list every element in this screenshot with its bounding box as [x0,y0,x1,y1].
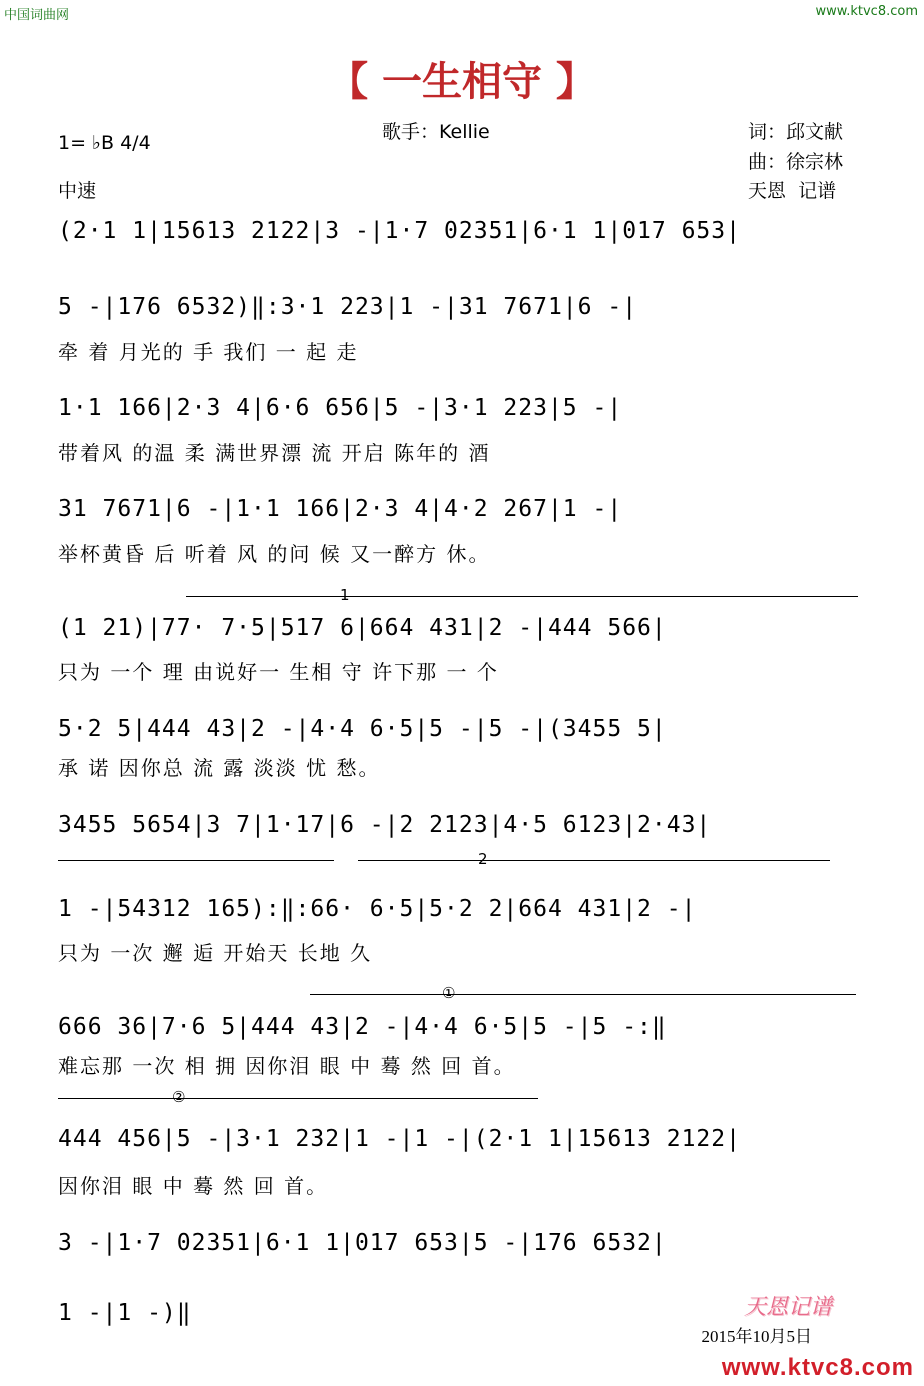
volta-label: ② [172,1088,186,1106]
score-line: 1·1 166|2·3 4|6·6 656|5 -|3·1 223|5 -| [58,395,623,421]
lyric-line: 只为 一次 邂 逅 开始天 长地 久 [58,941,373,965]
lyric-line: 承 诺 因你总 流 露 淡淡 忧 愁。 [58,756,381,780]
watermark-right: www.ktvc8.com [815,4,918,19]
score-line: 666 36|7·6 5|444 43|2 -|4·4 6·5|5 -|5 -:‖ [58,1014,667,1040]
composer: 曲：徐宗林 [748,151,844,173]
volta-label: 1 [340,586,350,604]
lyric-line: 带着风 的温 柔 满世界漂 流 开启 陈年的 酒 [58,441,491,465]
score-line: 1 -|1 -)‖ [58,1300,192,1326]
lyricist: 词：邱文献 [748,121,844,143]
key-signature: 1= ♭B 4/4 [58,132,151,154]
lyric-line: 只为 一个 理 由说好一 生相 守 许下那 一 个 [58,660,499,684]
watermark-left: 中国词曲网 [4,8,70,23]
volta-label: 2 [478,850,488,868]
lyric-line: 牵 着 月光的 手 我们 一 起 走 [58,340,359,364]
transcriber: 天恩 记谱 [748,180,837,202]
score-line: 5 -|176 6532)‖:3·1 223|1 -|31 7671|6 -| [58,294,638,320]
score-line: 3 -|1·7 02351|6·1 1|017 653|5 -|176 6532| [58,1230,667,1256]
lyric-line: 因你泪 眼 中 蓦 然 回 首。 [58,1174,329,1198]
transcriber-stamp: 天恩记谱 [743,1295,832,1320]
volta-bracket [58,860,334,861]
score-line: (2·1 1|15613 2122|3 -|1·7 02351|6·1 1|017 653| [58,218,741,244]
score-line: 1 -|54312 165):‖:66· 6·5|5·2 2|664 431|2 -| [58,896,697,922]
site-logo: www.ktvc8.com [721,1354,914,1381]
score-line: 444 456|5 -|3·1 232|1 -|1 -|(2·1 1|15613 2122| [58,1126,741,1152]
lyric-line: 举杯黄昏 后 听着 风 的问 候 又一醉方 休。 [58,542,491,566]
score-line: 5·2 5|444 43|2 -|4·4 6·5|5 -|5 -|(3455 5| [58,716,667,742]
lyric-line: 难忘那 一次 相 拥 因你泪 眼 中 蓦 然 回 首。 [58,1054,516,1078]
singer: 歌手：Kellie [382,121,490,143]
date: 2015年10月5日 [701,1327,812,1346]
score-line: 31 7671|6 -|1·1 166|2·3 4|4·2 267|1 -| [58,496,623,522]
score-line: 3455 5654|3 7|1·17|6 -|2 2123|4·5 6123|2·43| [58,812,712,838]
volta-label: ① [442,984,456,1002]
volta-bracket [310,994,856,995]
tempo-marking: 中速 [58,180,97,202]
volta-bracket [358,860,830,861]
score-line: (1 21)|77· 7·5|517 6|664 431|2 -|444 566| [58,615,667,641]
song-title: 【 一生相守 】 [328,59,596,105]
volta-bracket [186,596,858,597]
volta-bracket [58,1098,538,1099]
